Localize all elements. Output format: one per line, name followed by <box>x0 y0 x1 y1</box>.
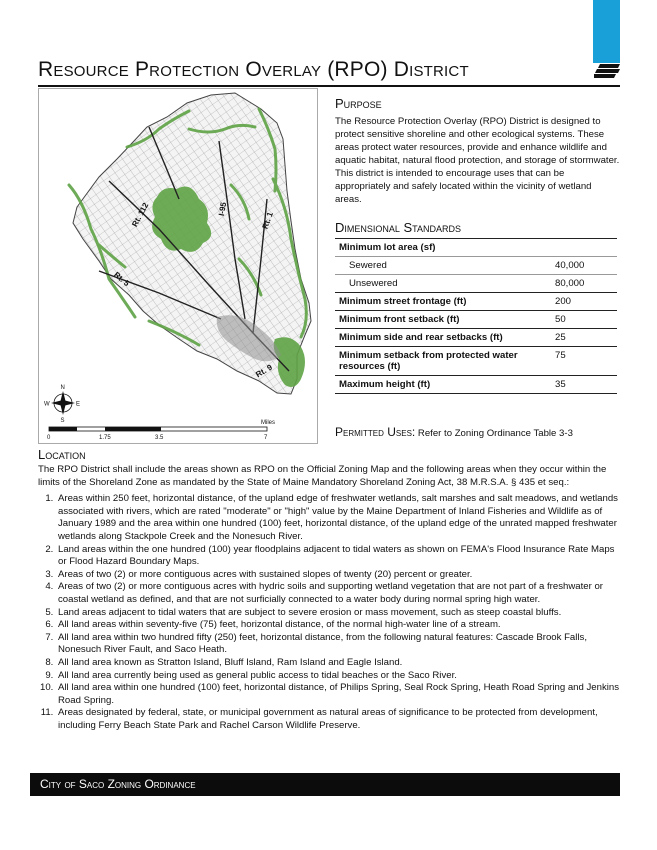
location-list-item: 10. All land area within one hundred (100) feet, horizontal distance, of Philips Spring, Seal Rock Spring, Heath Road Spring and Jenkins Road Spring. <box>56 682 620 707</box>
page-title: Resource Protection Overlay (RPO) District <box>38 58 469 81</box>
permitted-uses <box>335 425 573 439</box>
header-accent-tab <box>593 0 620 63</box>
permitted-uses-text: Refer to Zoning Ordinance Table 3-3 <box>417 428 573 439</box>
scale-tick: 1.75 <box>99 435 111 441</box>
location-list-item: 1. Areas within 250 feet, horizontal distance, of the upland edge of freshwater wetlands, salt marshes and salt meadows, and wetlands associated with rivers, which are rated "moderate" or "high" value by the Maine Department of Inland Fisheries and Wildlife as of January 1989 and the area within one hundred (100) feet, horizontal distance, of the upland edge of the unrated mapped freshwater wetlands along Stackpole Creek and the Nonesuch River. <box>56 493 620 543</box>
route-label: Rt. 5 <box>112 270 132 289</box>
standard-value <box>551 239 617 257</box>
scale-bar <box>47 420 275 441</box>
dimensional-standards-heading: Dimensional Standards <box>335 220 462 235</box>
standard-value: 50 <box>551 311 617 329</box>
logo-stripes-icon <box>594 64 620 78</box>
purpose-heading: Purpose <box>335 96 382 111</box>
compass-rose-icon <box>44 385 80 424</box>
compass-s: S <box>60 418 65 424</box>
dimensional-standards-section <box>335 220 620 394</box>
location-intro: The RPO District shall include the areas shown as RPO on the Official Zoning Map and the following areas when they occur within the limits of the Shoreland Zone as mandated by the State of Maine Mandatory Shoreland Zoning Act, 38 M.R.S.A. § 435 et seq.: <box>38 464 607 488</box>
scale-tick: 7 <box>264 435 268 441</box>
standard-value: 35 <box>551 376 617 394</box>
compass-w: W <box>44 401 50 408</box>
route-label: Rt. 112 <box>130 201 151 229</box>
rpo-district-map <box>38 88 318 444</box>
purpose-text: The Resource Protection Overlay (RPO) District is designed to protect sensitive shoreline and other ecological systems. These areas protect water resources, provide and enhance wildlife and aquatic habitat, natural flood protection, and storage of stormwater. This district is intended to encourage uses that can be appropriately and safely located within the vicinity of wetland areas. <box>335 116 620 205</box>
title-divider <box>38 85 620 87</box>
route-label: Rt. 9 <box>254 362 274 380</box>
footer-title: City of Saco Zoning Ordinance <box>40 777 196 791</box>
scale-tick: 0 <box>47 435 51 441</box>
standard-value: 75 <box>551 347 617 376</box>
standard-value: 25 <box>551 329 617 347</box>
standard-label: Unsewered <box>335 275 551 293</box>
location-list-item: 6. All land areas within seventy-five (75) feet, horizontal distance, of the normal high-water line of a stream. <box>56 619 620 632</box>
standard-value: 200 <box>551 293 617 311</box>
route-label: Rt. 1 <box>260 210 275 231</box>
permitted-uses-label: Permitted Uses: <box>335 425 416 439</box>
scale-tick: 3.5 <box>155 435 164 441</box>
standards-row <box>335 275 617 293</box>
standards-row <box>335 376 617 394</box>
standard-label: Maximum height (ft) <box>335 376 551 394</box>
standards-row <box>335 347 617 376</box>
compass-e: E <box>76 401 81 408</box>
standard-label: Minimum setback from protected water resources (ft) <box>335 347 551 376</box>
location-section <box>38 447 620 732</box>
location-list-item: 4. Areas of two (2) or more contiguous acres with hydric soils and supporting wetland vegetation that are not part of a freshwater or coastal wetland as defined, and that are not surficially connected to a water body during normal spring high water. <box>56 581 620 606</box>
route-label: I-95 <box>216 201 229 217</box>
standard-label: Sewered <box>335 257 551 275</box>
standard-value: 80,000 <box>551 275 617 293</box>
location-heading: Location <box>38 447 86 462</box>
compass-n: N <box>60 385 65 391</box>
location-list-item: 7. All land area within two hundred fifty (250) feet, horizontal distance, from the following natural features: Cascade Brook Falls, Nonesuch River Fault, and Saco Heath. <box>56 632 620 657</box>
location-list-item: 5. Land areas adjacent to tidal waters that are subject to severe erosion or mass movement, such as steep coastal bluffs. <box>56 607 620 620</box>
location-list-item: 8. All land area known as Stratton Island, Bluff Island, Ram Island and Eagle Island. <box>56 657 620 670</box>
standard-label: Minimum side and rear setbacks (ft) <box>335 329 551 347</box>
location-list-item: 3. Areas of two (2) or more contiguous acres with sustained slopes of twenty (20) percent or greater. <box>56 569 620 582</box>
standard-label: Minimum front setback (ft) <box>335 311 551 329</box>
standards-row <box>335 293 617 311</box>
standard-value: 40,000 <box>551 257 617 275</box>
dimensional-standards-table <box>335 238 617 394</box>
location-list <box>38 493 620 732</box>
location-list-item: 9. All land area currently being used as general public access to tidal beaches or the Saco River. <box>56 670 620 683</box>
standards-row <box>335 329 617 347</box>
standards-row <box>335 311 617 329</box>
scale-unit: Miles <box>261 420 276 426</box>
location-list-item: 2. Land areas within the one hundred (100) year floodplains adjacent to tidal waters as shown on FEMA's Flood Insurance Rate Maps or Flood Hazard Boundary Maps. <box>56 544 620 569</box>
standards-row <box>335 239 617 257</box>
location-list-item: 11. Areas designated by federal, state, or municipal government as natural areas of significance to be protected from development, including Ferry Beach State Park and Rachel Carson Wildlife Preserve. <box>56 707 620 732</box>
footer-bar <box>30 773 620 796</box>
standard-label: Minimum street frontage (ft) <box>335 293 551 311</box>
standard-label: Minimum lot area (sf) <box>335 239 551 257</box>
purpose-section <box>335 96 620 206</box>
standards-row <box>335 257 617 275</box>
